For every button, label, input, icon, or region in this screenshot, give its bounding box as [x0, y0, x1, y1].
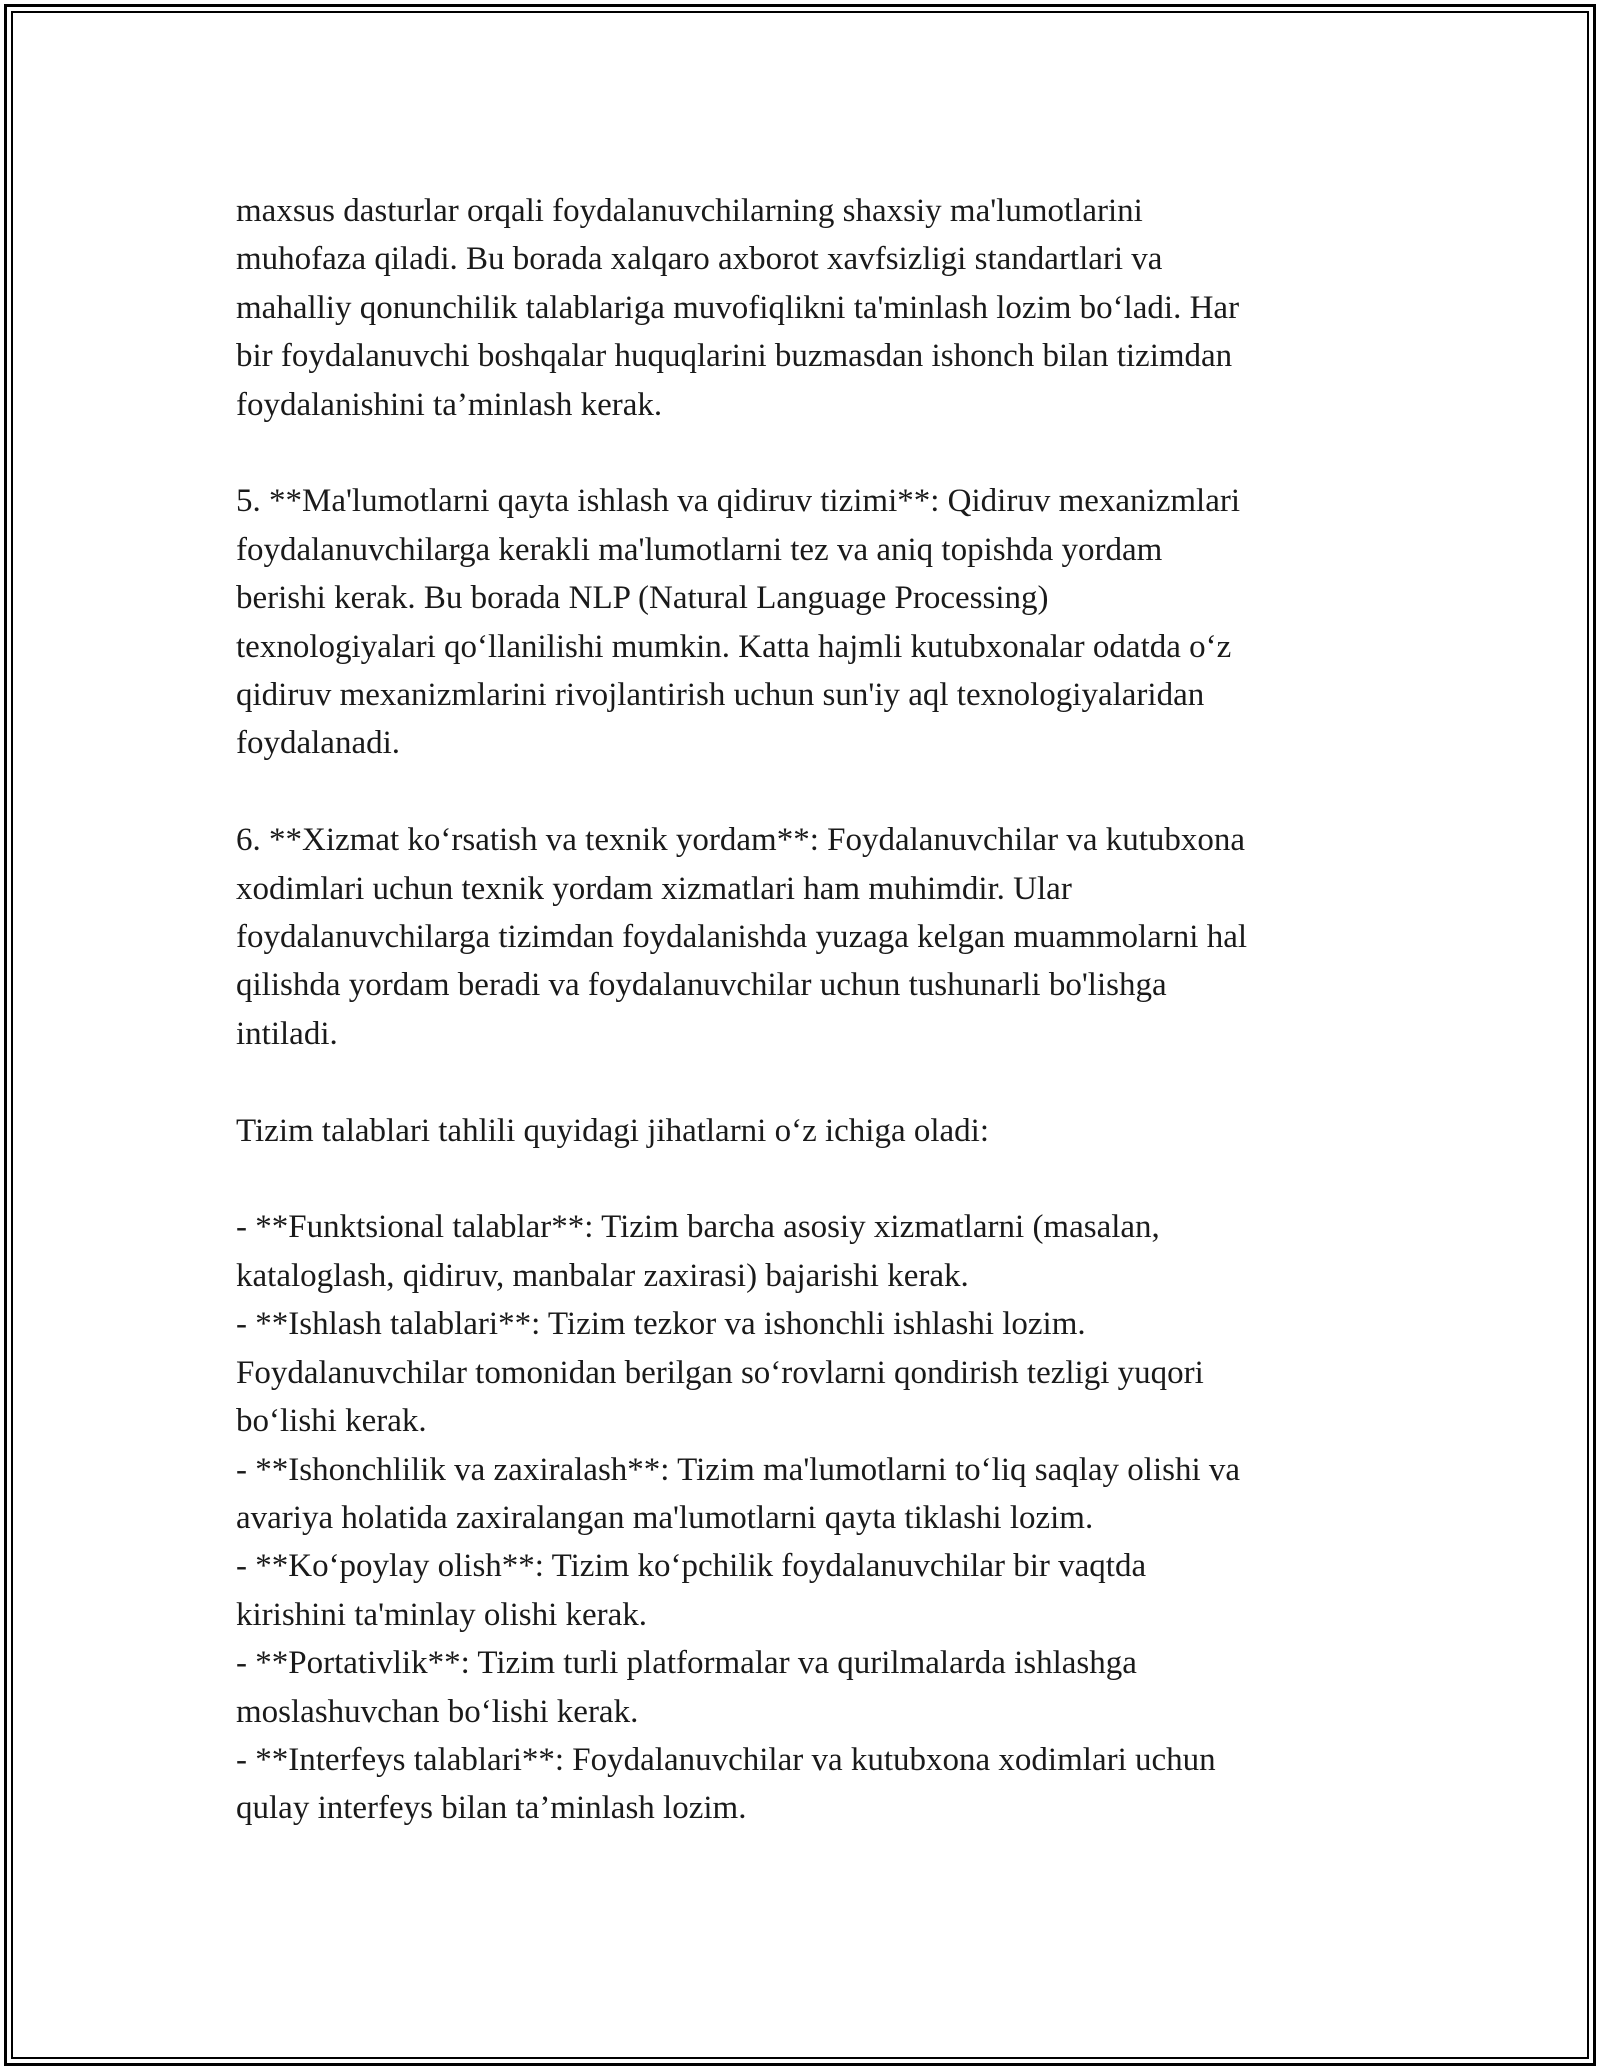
list-item-line: bo‘lishi kerak.: [236, 1403, 427, 1440]
paragraph-item-5: [236, 477, 1376, 767]
document-body: [236, 187, 1376, 1833]
list-item-line: - **Funktsional talablar**: Tizim barcha asosiy xizmatlarni (masalan,: [236, 1209, 1160, 1246]
text-line: bir foydalanuvchi boshqalar huquqlarini buzmasdan ishonch bilan tizimdan: [236, 338, 1233, 375]
text-line: mahalliy qonunchilik talablariga muvofiqlikni ta'minlash lozim bo‘ladi. Har: [236, 289, 1240, 326]
list-item-line: - **Ishonchlilik va zaxiralash**: Tizim ma'lumotlarni to‘liq saqlay olishi va: [236, 1451, 1241, 1488]
text-line: 5. **Ma'lumotlarni qayta ishlash va qidiruv tizimi**: Qidiruv mexanizmlari: [236, 483, 1241, 520]
text-line: qidiruv mexanizmlarini rivojlantirish uchun sun'iy aql texnologiyalaridan: [236, 677, 1205, 714]
text-line: maxsus dasturlar orqali foydalanuvchilarning shaxsiy ma'lumotlarini: [236, 193, 1143, 229]
text-line: Tizim talablari tahlili quyidagi jihatlarni o‘z ichiga oladi:: [236, 1112, 990, 1149]
list-item-line: qulay interfeys bilan ta’minlash lozim.: [236, 1790, 747, 1827]
list-item-line: avariya holatida zaxiralangan ma'lumotlarni qayta tiklashi lozim.: [236, 1499, 1094, 1536]
paragraph-requirements-intro: [236, 1107, 1376, 1155]
paragraph-item-6: [236, 816, 1376, 1058]
list-item-line: - **Ishlash talablari**: Tizim tezkor va ishonchli ishlashi lozim.: [236, 1306, 1086, 1343]
list-item-line: - **Portativlik**: Tizim turli platformalar va qurilmalarda ishlashga: [236, 1645, 1137, 1682]
text-line: foydalanishini ta’minlash kerak.: [236, 386, 663, 423]
text-line: texnologiyalari qo‘llanilishi mumkin. Katta hajmli kutubxonalar odatda o‘z: [236, 628, 1232, 665]
text-line: foydalanuvchilarga tizimdan foydalanishda yuzaga kelgan muammolarni hal: [236, 919, 1248, 956]
text-line: foydalanadi.: [236, 725, 401, 762]
paragraph-privacy: [236, 187, 1376, 429]
text-line: muhofaza qiladi. Bu borada xalqaro axborot xavfsizligi standartlari va: [236, 241, 1163, 278]
list-item-line: kataloglash, qidiruv, manbalar zaxirasi) bajarishi kerak.: [236, 1257, 969, 1294]
requirements-list: [236, 1203, 1376, 1832]
list-item-line: kirishini ta'minlay olishi kerak.: [236, 1596, 648, 1633]
list-item-line: Foydalanuvchilar tomonidan berilgan so‘rovlarni qondirish tezligi yuqori: [236, 1354, 1204, 1391]
text-line: foydalanuvchilarga kerakli ma'lumotlarni tez va aniq topishda yordam: [236, 531, 1163, 568]
text-line: xodimlari uchun texnik yordam xizmatlari ham muhimdir. Ular: [236, 870, 1072, 907]
text-line: qilishda yordam beradi va foydalanuvchilar uchun tushunarli bo'lishga: [236, 967, 1167, 1004]
list-item-line: moslashuvchan bo‘lishi kerak.: [236, 1693, 639, 1730]
text-line: 6. **Xizmat ko‘rsatish va texnik yordam**: Foydalanuvchilar va kutubxona: [236, 822, 1246, 859]
text-line: intiladi.: [236, 1015, 338, 1052]
list-item-line: - **Ko‘poylay olish**: Tizim ko‘pchilik foydalanuvchilar bir vaqtda: [236, 1548, 1147, 1585]
list-item-line: - **Interfeys talablari**: Foydalanuvchilar va kutubxona xodimlari uchun: [236, 1741, 1216, 1778]
text-line: berishi kerak. Bu borada NLP (Natural Language Processing): [236, 580, 1049, 617]
